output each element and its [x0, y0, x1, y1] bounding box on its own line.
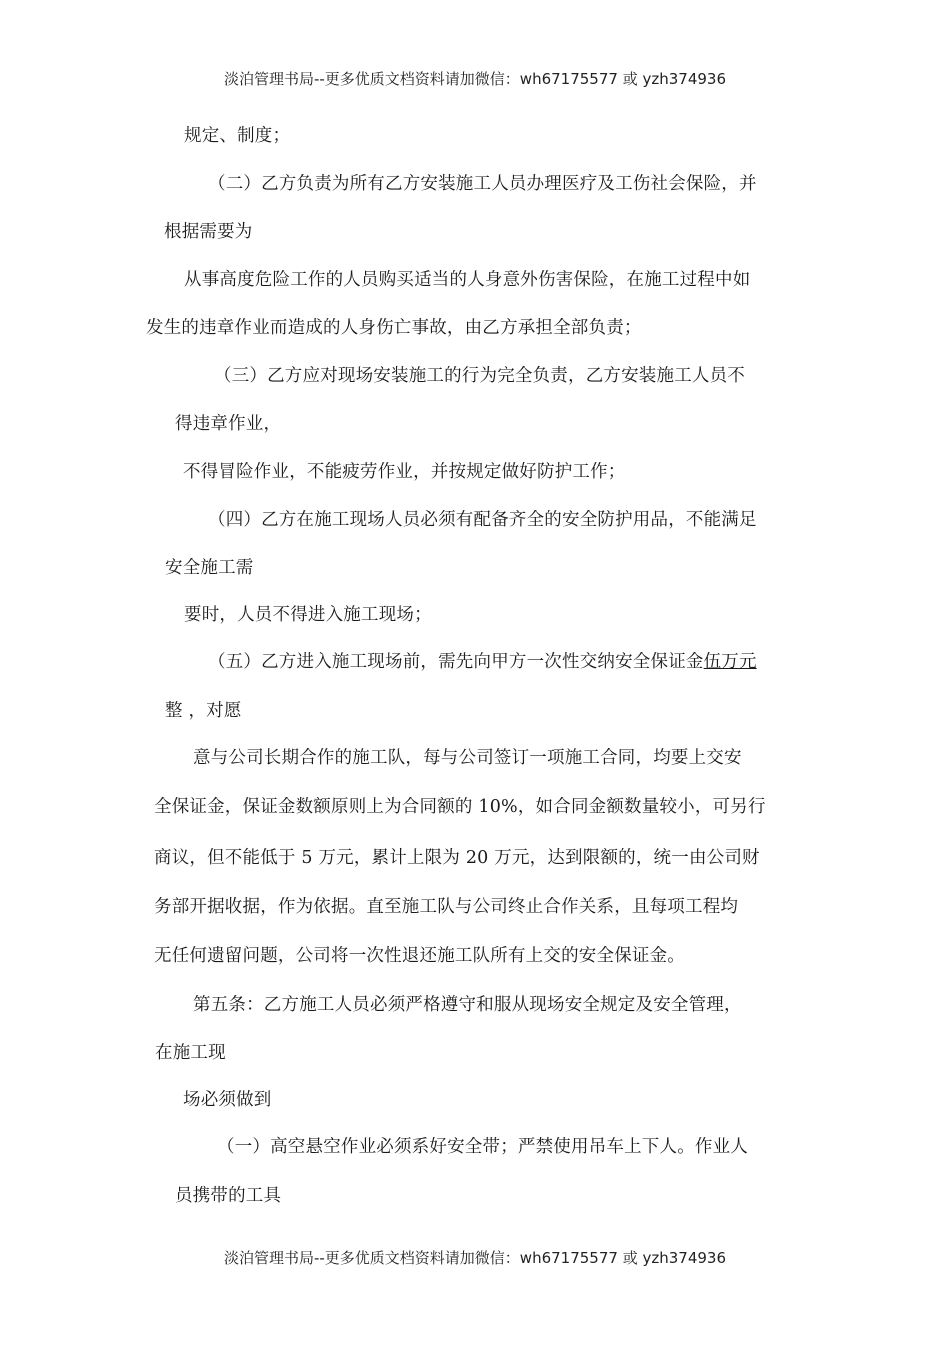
text-line: 第五条：乙方施工人员必须严格遵守和服从现场安全规定及安全管理，	[193, 995, 742, 1015]
text-line: 在施工现	[155, 1043, 226, 1063]
text-line: 全保证金，保证金数额原则上为合同额的 10%，如合同金额数量较小，可另行	[154, 797, 766, 817]
text-line: （五）乙方进入施工现场前，需先向甲方一次性交纳安全保证金	[208, 652, 704, 672]
text-line: 得违章作业，	[175, 414, 282, 434]
text-line: 务部开据收据，作为依据。直至施工队与公司终止合作关系，且每项工程均	[154, 897, 739, 917]
underlined-amount: 伍万元	[703, 652, 757, 672]
text-line-with-amount	[208, 650, 757, 674]
text-line: （三）乙方应对现场安装施工的行为完全负责，乙方安装施工人员不	[214, 366, 745, 386]
text-line: 发生的违章作业而造成的人身伤亡事故，由乙方承担全部负责；	[146, 318, 642, 338]
text-line: 规定、制度；	[184, 126, 291, 146]
text-line: 整 ，对愿	[165, 701, 242, 721]
text-line: 无任何遗留问题，公司将一次性退还施工队所有上交的安全保证金。	[154, 946, 685, 966]
text-line: 要时，人员不得进入施工现场；	[184, 605, 432, 625]
text-line: 意与公司长期合作的施工队，每与公司签订一项施工合同，均要上交安	[193, 748, 742, 768]
text-line: 安全施工需	[165, 558, 254, 578]
text-line: 不得冒险作业，不能疲劳作业，并按规定做好防护工作；	[183, 462, 626, 482]
text-line: （一）高空悬空作业必须系好安全带；严禁使用吊车上下人。作业人	[217, 1137, 748, 1157]
text-line: 根据需要为	[164, 222, 253, 242]
page-footer: 淡泊管理书局--更多优质文档资料请加微信：wh67175577 或 yzh374936	[223, 1249, 726, 1267]
text-line: （四）乙方在施工现场人员必须有配备齐全的安全防护用品，不能满足	[208, 510, 757, 530]
text-line: （二）乙方负责为所有乙方安装施工人员办理医疗及工伤社会保险，并	[208, 174, 757, 194]
text-line: 商议，但不能低于 5 万元，累计上限为 20 万元，达到限额的，统一由公司财	[154, 848, 760, 868]
text-line: 场必须做到	[183, 1090, 272, 1110]
page-header: 淡泊管理书局--更多优质文档资料请加微信：wh67175577 或 yzh374936	[223, 70, 726, 88]
text-line: 从事高度危险工作的人员购买适当的人身意外伤害保险，在施工过程中如	[184, 270, 751, 290]
text-line: 员携带的工具	[175, 1186, 282, 1206]
